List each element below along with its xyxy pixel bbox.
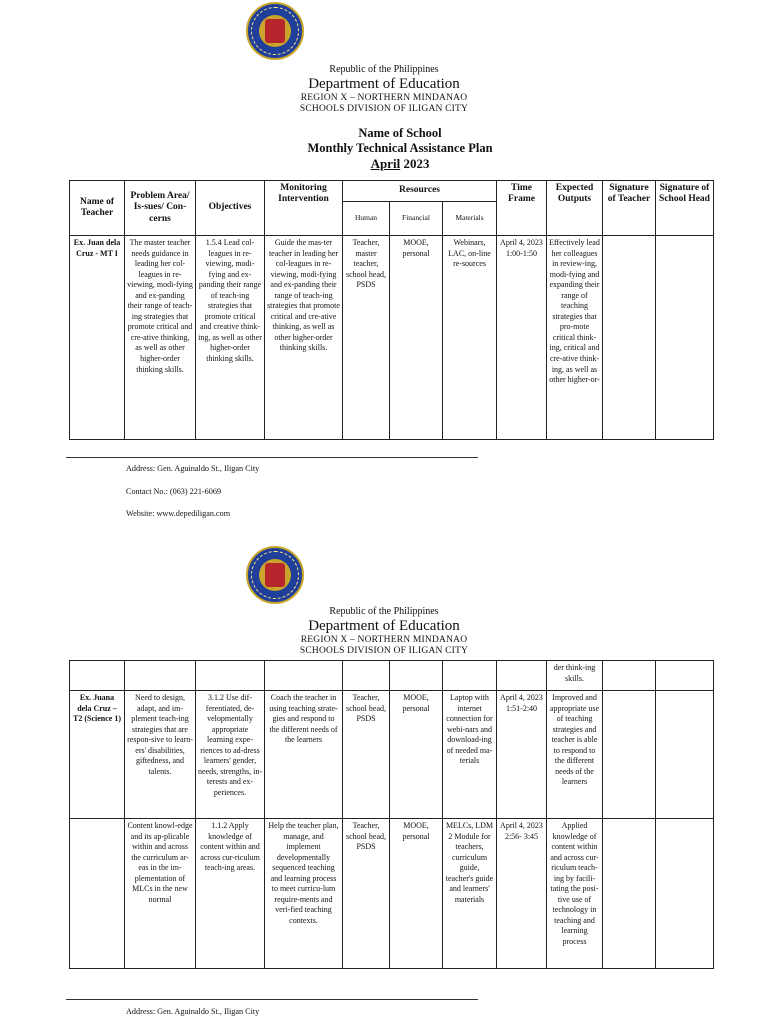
teacher-name: Ex. Juana dela Cruz – T2 (Science 1) <box>70 691 125 819</box>
human-cell: Teacher, master teacher, school head, PSDS <box>343 236 390 440</box>
outputs-cell: Improved and appropriate use of teaching strategies and teacher is able to respond to the different needs of the learners <box>547 691 603 819</box>
teacher-name <box>70 819 125 969</box>
human-cell: Teacher, school head, PSDS <box>343 691 390 819</box>
monitoring-cell: Help the teacher plan, manage, and implement developmentally sequenced teaching and learning process to meet curricu-lum require-ments and veri-fied teaching contexts. <box>265 819 343 969</box>
table-row <box>70 819 714 969</box>
footer-rule <box>66 999 478 1000</box>
monitoring-cell: Guide the mas-ter teacher in leading her col-leagues in re-viewing, modi-fying and ex-panding their range of teach-ing strategies that promote critical and cre-ative thinking, as well as other higher-order thinking skills. <box>265 236 343 440</box>
sig-teacher-cell <box>603 691 656 819</box>
footer-rule <box>66 457 478 458</box>
school-name: Name of School <box>358 126 442 140</box>
footer-website: Website: www.depediligan.com <box>126 509 231 518</box>
col-time-header: Time Frame <box>497 181 547 236</box>
objectives-cell: 3.1.2 Use dif-ferentiated, de-velopmentally appropriate learning expe-riences to ad-dress learners' gender, needs, strengths, in-terests and ex-periences. <box>196 691 265 819</box>
sig-teacher-cell <box>603 236 656 440</box>
sig-head-cell <box>656 236 714 440</box>
letterhead <box>0 606 768 657</box>
problem-cell: The master teacher needs guidance in leading her col-leagues in re-viewing, modi-fying and ex-panding their range of teach-ing strategies that promote critical and cre-ative thinking, as well as other higher-order thinking skills. <box>125 236 196 440</box>
footer-contact: Contact No.: (063) 221-6069 <box>126 487 222 496</box>
plan-name: Monthly Technical Assistance Plan <box>307 140 493 155</box>
sig-teacher-cell <box>603 819 656 969</box>
footer-address: Address: Gen. Aguinaldo St., Iligan City <box>126 1007 260 1016</box>
col-sig-head-header: Signature of School Head <box>656 181 714 236</box>
materials-cell: Laptop with internet connection for webi-nars and download-ing of needed ma-terials <box>443 691 497 819</box>
tap-table-page2 <box>69 660 714 969</box>
table-row <box>70 236 714 440</box>
time-cell: April 4, 2023 2:56- 3:45 <box>497 819 547 969</box>
department-line: Department of Education <box>308 617 460 634</box>
outputs-cell: Effectively lead her colleagues in review-ing, modi-fying and expanding their range of teaching strategies that pro-mote critical think-ing, critical and cre-ative think-ing, as well as other higher-or- <box>547 236 603 440</box>
republic-line: Republic of the Philippines <box>329 606 439 617</box>
division-line: SCHOOLS DIVISION OF ILIGAN CITY <box>299 103 469 114</box>
col-materials-header: Materials <box>443 202 497 236</box>
region-line: REGION X – NORTHERN MINDANAO <box>300 634 468 645</box>
financial-cell: MOOE, personal <box>390 691 443 819</box>
table-row <box>70 661 714 691</box>
region-line: REGION X – NORTHERN MINDANAO <box>300 92 468 103</box>
tap-table-page1 <box>69 180 714 440</box>
deped-seal-logo <box>246 546 304 604</box>
time-cell: April 4, 2023 1:51-2:40 <box>497 691 547 819</box>
problem-cell: Need to design, adapt, and im-plement teach-ing strategies that are respon-sive to learn-ers' disabilities, giftedness, and talents. <box>125 691 196 819</box>
col-resources-header: Resources <box>343 181 497 202</box>
letterhead <box>0 64 768 115</box>
footer-address: Address: Gen. Aguinaldo St., Iligan City <box>126 464 260 473</box>
col-outputs-header: Expected Outputs <box>547 181 603 236</box>
col-sig-teacher-header: Signature of Teacher <box>603 181 656 236</box>
col-financial-header: Financial <box>390 202 443 236</box>
problem-cell: Content knowl-edge and its ap-plicable within and across the curriculum ar-eas in the im-plementation of MLCs in the new normal <box>125 819 196 969</box>
monitoring-cell: Coach the teacher in using teaching strate-gies and respond to the different needs of the learners <box>265 691 343 819</box>
deped-seal-logo <box>246 2 304 60</box>
outputs-cell: Applied knowledge of content within and across cur-riculum teach-ing by facili-tating the posi-tive use of technology in teaching and learning process <box>547 819 603 969</box>
human-cell: Teacher, school head, PSDS <box>343 819 390 969</box>
financial-cell: MOOE, personal <box>390 236 443 440</box>
sig-head-cell <box>656 819 714 969</box>
objectives-cell: 1.1.2 Apply knowledge of content within and across cur-riculum teach-ing areas. <box>196 819 265 969</box>
financial-cell: MOOE, personal <box>390 819 443 969</box>
republic-line: Republic of the Philippines <box>329 64 439 75</box>
col-monitoring-header: Monitoring Intervention <box>265 181 343 236</box>
materials-cell: MELCs, LDM 2 Module for teachers, curriculum guide, teacher's guide and learners' materials <box>443 819 497 969</box>
plan-title <box>0 126 768 171</box>
time-cell: April 4, 2023 1:00-1:50 <box>497 236 547 440</box>
division-line: SCHOOLS DIVISION OF ILIGAN CITY <box>299 645 469 656</box>
col-human-header: Human <box>343 202 390 236</box>
table-row <box>70 691 714 819</box>
objectives-cell: 1.5.4 Lead col-leagues in re-viewing, modi-fying and ex-panding their range of teach-ing strategies that promote critical and creative think-ing, as well as other higher-order thinking skills. <box>196 236 265 440</box>
col-name-header: Name of Teacher <box>70 181 125 236</box>
teacher-name: Ex. Juan dela Cruz - MT I <box>70 236 125 440</box>
department-line: Department of Education <box>308 75 460 92</box>
plan-month: April 2023 <box>370 155 430 171</box>
materials-cell: Webinars, LAC, on-line re-sources <box>443 236 497 440</box>
col-objectives-header: Objectives <box>196 181 265 236</box>
sig-head-cell <box>656 691 714 819</box>
col-problem-header: Problem Area/ Is-sues/ Con-cerns <box>125 181 196 236</box>
outputs-continuation: der think-ing skills. <box>547 661 603 691</box>
